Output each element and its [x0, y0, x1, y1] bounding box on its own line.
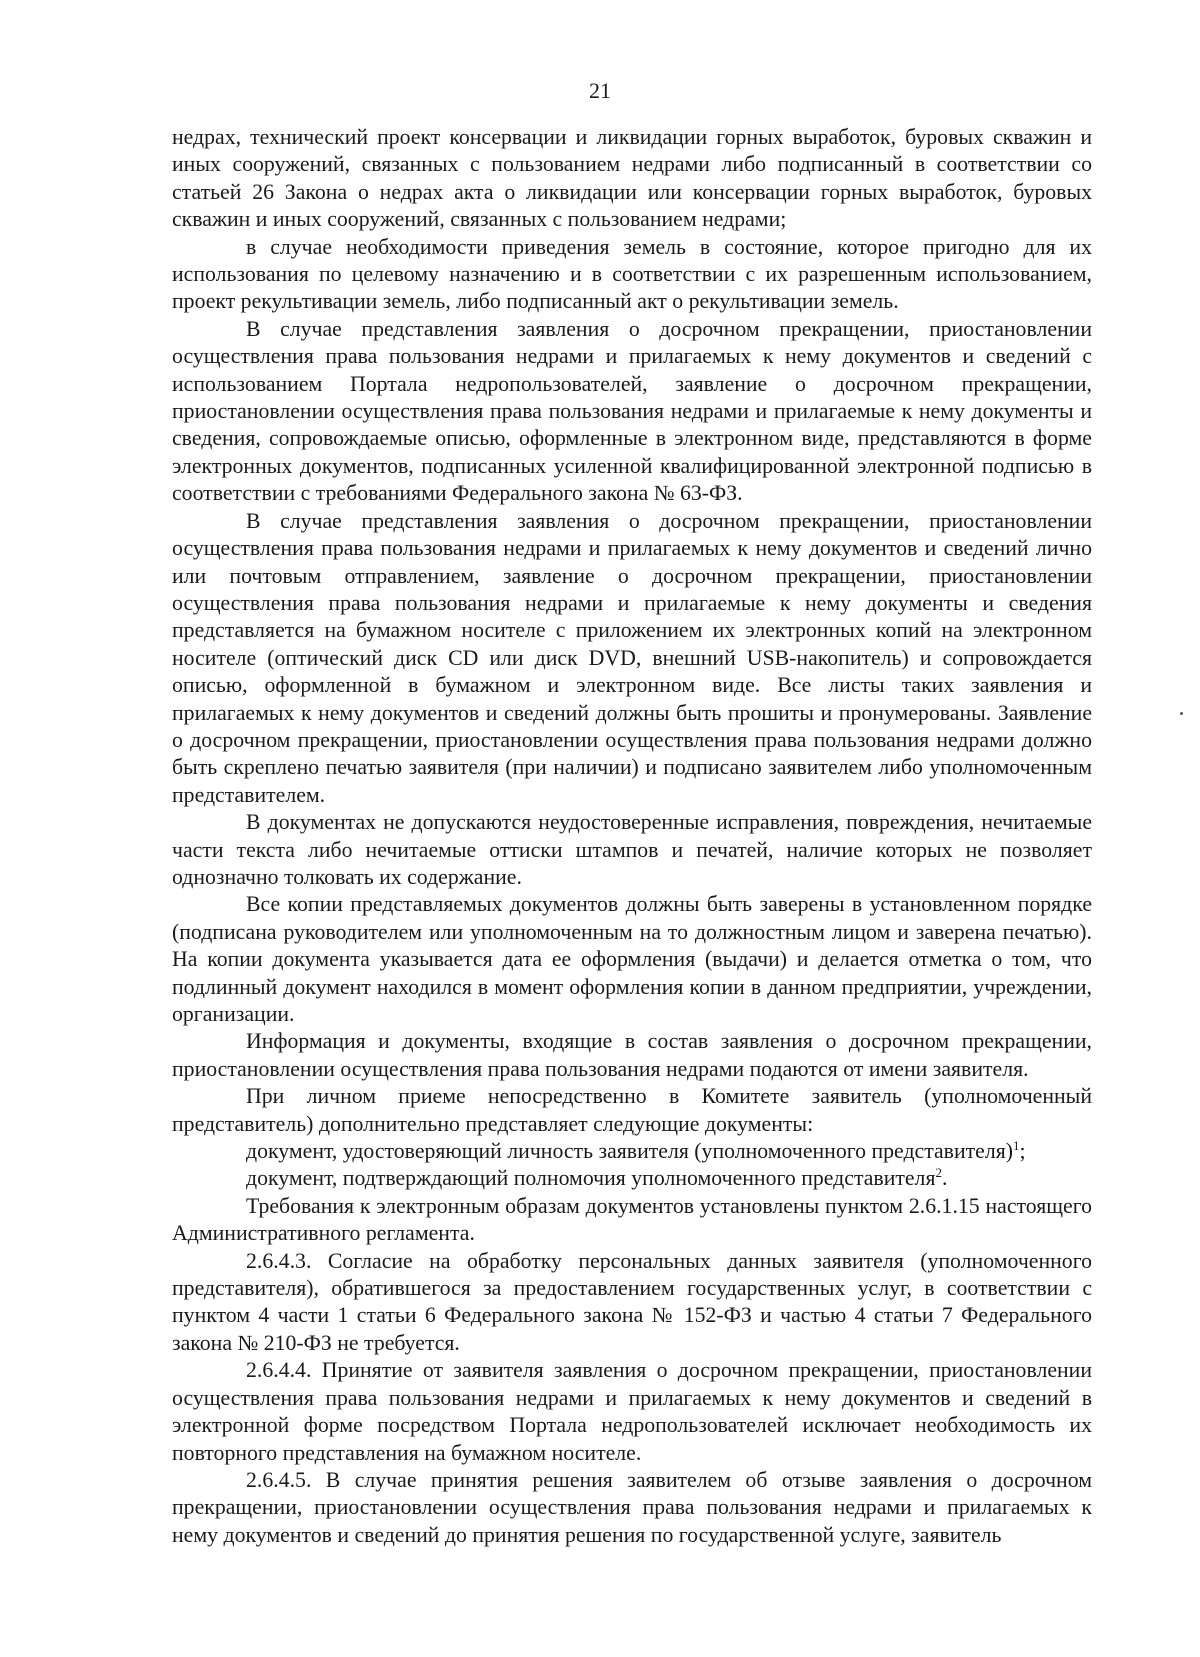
paragraph-no-corrections: В документах не допускаются неудостоверенные исправления, повреждения, нечитаемые части текста либо нечитаемые оттиски штампов и печатей, наличие которых не позволяет однозначно толковать их содержание. [172, 810, 1092, 889]
paragraph-2-6-4-5: 2.6.4.5. В случае принятия решения заявителем об отзыве заявления о досрочном прекращении, приостановлении осуществления права пользования недрами и прилагаемых к нему документов и сведений до принятия решения по государственной услуге, заявитель [172, 1467, 1092, 1547]
list-item-identity-document [172, 1138, 1092, 1165]
paragraph-2-6-4-3: 2.6.4.3. Согласие на обработку персональных данных заявителя (уполномоченного представителя), обратившегося за предоставлением государственных услуг, в соответствии с пунктом 4 части 1 статьи 6 Федерального закона № 152-ФЗ и частью 4 статьи 7 Федерального закона № 210-ФЗ не требуется. [172, 1248, 1092, 1355]
paragraph-portal-submission: В случае представления заявления о досрочном прекращении, приостановлении осуществления права пользования недрами и прилагаемых к нему документов и сведений с использованием Портала недропользователей, заявление о досрочном прекращении, приостановлении осуществления права пользования недрами и прилагаемые к нему документы и сведения, сопровождаемые описью, оформленные в электронном виде, представляются в форме электронных документов, подписанных усиленной квалифицированной электронной подписью в соответствии с требованиями Федерального закона № 63-ФЗ. [172, 316, 1092, 506]
paragraph-continuation: недрах, технический проект консервации и ликвидации горных выработок, буровых скважин и иных сооружений, связанных с пользованием недрами либо подписанный в соответствии со статьей 26 Закона о недрах акта о ликвидации или консервации горных выработок, буровых скважин и иных сооружений, связанных с пользованием недрами; [172, 125, 1092, 232]
list-item-identity-end: ; [1019, 1139, 1026, 1164]
paragraph-personal-visit: При личном приеме непосредственно в Комитете заявитель (уполномоченный представитель) дополнительно представляет следующие документы: [172, 1084, 1092, 1136]
paragraph-applicant-name: Информация и документы, входящие в состав заявления о досрочном прекращении, приостановлении осуществления права пользования недрами подаются от имени заявителя. [172, 1029, 1092, 1081]
paragraph-certified-copies: Все копии представляемых документов должны быть заверены в установленном порядке (подписана руководителем или уполномоченным на то должностным лицом и заверена печатью). На копии документа указывается дата ее оформления (выдачи) и делается отметка о том, что подлинный документ находился в момент оформления копии в данном предприятии, учреждении, организации. [172, 892, 1092, 1026]
scan-speck [1180, 712, 1183, 715]
footnote-marker-2: 2 [935, 1165, 942, 1181]
list-item-authority-end: . [941, 1166, 948, 1191]
footnote-marker-1: 1 [1013, 1138, 1020, 1154]
page-number: 21 [589, 78, 611, 103]
paragraph-electronic-images: Требования к электронным образам документов установлены пунктом 2.6.1.15 настоящего Административного регламента. [172, 1193, 1092, 1246]
list-item-authority-document [172, 1165, 1092, 1192]
list-item-authority-text: документ, подтверждающий полномочия уполномоченного представителя [246, 1166, 936, 1191]
paragraph-2-6-4-4: 2.6.4.4. Принятие от заявителя заявления о досрочном прекращении, приостановлении осуществления права пользования недрами и прилагаемых к нему документов и сведений в электронной форме посредством Портала недропользователей исключает необходимость их повторного представления на бумажном носителе. [172, 1358, 1092, 1465]
paragraph-land-reclamation: в случае необходимости приведения земель в состояние, которое пригодно для их использования по целевому назначению и в соответствии с их разрешенным использованием, проект рекультивации земель, либо подписанный акт о рекультивации земель. [172, 234, 1092, 314]
paragraph-paper-submission: В случае представления заявления о досрочном прекращении, приостановлении осуществления права пользования недрами и прилагаемых к нему документов и сведений лично или почтовым отправлением, заявление о досрочном прекращении, приостановлении осуществления права пользования недрами и прилагаемые к нему документы и сведения представляется на бумажном носителе с приложением их электронных копий на электронном носителе (оптический диск CD или диск DVD, внешний USB-накопитель) и сопровождается описью, оформленной в бумажном и электронном виде. Все листы таких заявления и прилагаемых к нему документов и сведений должны быть прошиты и пронумерованы. Заявление о досрочном прекращении, приостановлении осуществления права пользования недрами должно быть скреплено печатью заявителя (при наличии) и подписано заявителем либо уполномоченным представителем. [172, 508, 1092, 807]
list-item-identity-text: документ, удостоверяющий личность заявителя (уполномоченного представителя) [246, 1139, 1013, 1164]
document-body [172, 124, 1092, 1549]
